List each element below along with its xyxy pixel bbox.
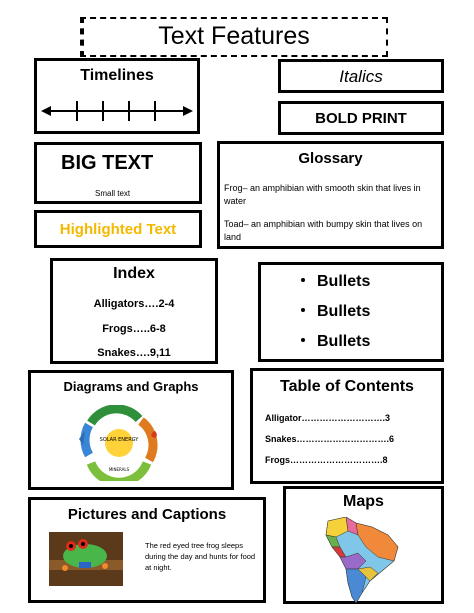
bullet-item: Bullets	[301, 333, 370, 351]
picture-caption: The red eyed tree frog sleeps during the day and hunts for food at night.	[145, 541, 256, 572]
italics-box	[278, 59, 444, 93]
index-entry-alligators: Alligators….2-4	[93, 298, 175, 310]
glossary-entry-toad: Toad– an amphibian with bumpy skin that lives on land	[224, 219, 423, 242]
glossary-heading: Glossary	[298, 150, 363, 167]
bullet-item: Bullets	[301, 273, 370, 291]
diagram-label-solar: SOLAR ENERGY	[99, 437, 139, 443]
pictures-box	[28, 497, 266, 603]
toc-entry-snakes: Snakes………………………….6	[265, 434, 395, 444]
italics-text: Italics	[339, 67, 383, 86]
timelines-box	[34, 58, 200, 134]
glossary-entry-frog: Frog– an amphibian with smooth skin that lives in water	[224, 183, 421, 206]
toc-entry-alligator: Alligator……………………….3	[265, 413, 391, 423]
timelines-heading: Timelines	[80, 67, 154, 84]
bullet-icon	[301, 338, 305, 342]
toc-entry-frogs: Frogs………………………….8	[265, 455, 388, 465]
index-box	[50, 258, 218, 364]
maps-heading: Maps	[343, 493, 384, 510]
south-america-map	[322, 517, 402, 603]
index-entry-frogs: Frogs…..6-8	[102, 323, 166, 335]
small-text: Small text	[95, 189, 131, 198]
bullet-icon	[301, 308, 305, 312]
bold-print-text: BOLD PRINT	[315, 110, 407, 127]
diagrams-box	[28, 370, 234, 490]
bullet-icon	[301, 278, 305, 282]
diagram-label-minerals: MINERALS	[108, 467, 130, 472]
index-heading: Index	[113, 265, 155, 282]
glossary-box	[217, 141, 444, 249]
maps-box	[283, 486, 444, 604]
toc-heading: Table of Contents	[280, 378, 414, 395]
big-text-box	[34, 142, 202, 204]
title-box	[80, 17, 388, 57]
timeline-graphic	[37, 97, 197, 127]
highlighted-box	[34, 210, 202, 248]
bold-print-box	[278, 101, 444, 135]
highlighted-text: Highlighted Text	[59, 221, 177, 238]
water-cycle-diagram	[69, 405, 165, 481]
pictures-heading: Pictures and Captions	[67, 506, 227, 523]
index-entry-snakes: Snakes….9,11	[97, 347, 171, 359]
frog-picture	[49, 532, 123, 586]
big-text-heading: BIG TEXT	[61, 152, 154, 174]
page-title: Text Features	[158, 22, 310, 50]
bullets-box	[258, 262, 444, 362]
diagrams-heading: Diagrams and Graphs	[63, 379, 199, 394]
bullet-item: Bullets	[301, 303, 370, 321]
toc-box	[250, 368, 444, 484]
